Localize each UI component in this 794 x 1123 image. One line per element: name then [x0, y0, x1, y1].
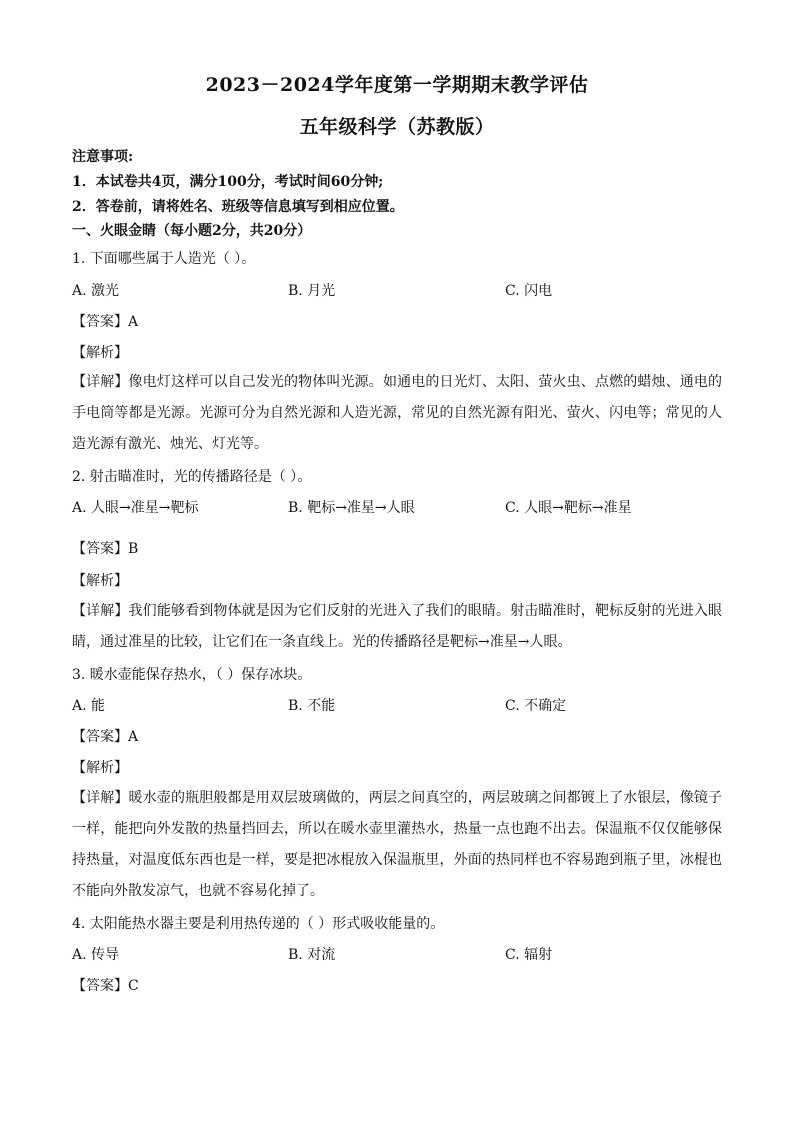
answer-line — [72, 727, 722, 747]
option-a: A. 激光 — [72, 283, 120, 299]
option-b: B. 不能 — [288, 698, 336, 714]
answer-value: B — [128, 541, 139, 557]
detail-text: 我们能够看到物体就是因为它们反射的光进入了我们的眼睛。射击瞄准时，靶标反射的光进入眼睛，通过准星的比较，让它们在一条直线上。光的传播路径是靶标→准星→人眼。 — [72, 603, 723, 650]
notice-item: 1．本试卷共4页，满分100分，考试时间60分钟; — [72, 174, 384, 190]
detail-label: 【详解】 — [72, 790, 129, 806]
detail-text: 暖水壶的瓶胆般都是用双层玻璃做的，两层之间真空的，两层玻璃之间都镀上了水银层，像镜子一样，能把向外发散的热量挡回去，所以在暖水壶里灌热水，热量一点也跑不出去。保温瓶不仅仅能够保持热量，对温度低东西也是一样，要是把冰棍放入保温瓶里，外面的热同样也不容易跑到瓶子里，冰棍也不能向外散发凉气，也就不容易化掉了。 — [72, 790, 723, 899]
answer-value: A — [128, 314, 139, 330]
notice-item: 2．答卷前，请将姓名、班级等信息填写到相应位置。 — [72, 199, 404, 215]
answer-line — [72, 539, 722, 559]
answer-line — [72, 976, 722, 996]
detail-paragraph — [72, 367, 722, 460]
option-a: A. 传导 — [72, 947, 120, 963]
answer-label: 【答案】 — [72, 729, 128, 745]
answer-label: 【答案】 — [72, 541, 128, 557]
detail-paragraph — [72, 783, 722, 907]
analysis-label: 【解析】 — [72, 345, 128, 361]
question-stem: 3. 暖水壶能保存热水，（ ）保存冰块。 — [72, 667, 312, 683]
page-subtitle: 五年级科学（苏教版） — [299, 116, 495, 138]
question-stem: 4. 太阳能热水器主要是利用热传递的（ ）形式吸收能量的。 — [72, 916, 445, 932]
page-title: 2023－2024学年度第一学期期末教学评估 — [205, 74, 589, 96]
question-stem: 2. 射击瞄准时，光的传播路径是（ ）。 — [72, 469, 312, 485]
analysis-label: 【解析】 — [72, 760, 128, 776]
option-a: A. 能 — [72, 698, 106, 714]
option-c: C. 不确定 — [505, 698, 567, 714]
option-a: A. 人眼→准星→靶标 — [72, 500, 199, 516]
notice-heading: 注意事项: — [72, 149, 134, 165]
option-c: C. 人眼→靶标→准星 — [505, 500, 632, 516]
detail-paragraph — [72, 596, 722, 658]
answer-value: C — [128, 978, 139, 994]
section-heading: 一、火眼金睛（每小题2分，共20分） — [72, 223, 312, 239]
option-b: B. 对流 — [288, 947, 336, 963]
answer-label: 【答案】 — [72, 314, 128, 330]
answer-label: 【答案】 — [72, 978, 128, 994]
detail-label: 【详解】 — [72, 603, 129, 619]
detail-label: 【详解】 — [72, 374, 129, 390]
answer-value: A — [128, 729, 139, 745]
option-c: C. 辐射 — [505, 947, 553, 963]
question-stem: 1. 下面哪些属于人造光（ ）。 — [72, 251, 256, 267]
option-b: B. 月光 — [288, 283, 336, 299]
option-c: C. 闪电 — [505, 283, 553, 299]
answer-line — [72, 312, 722, 332]
option-b: B. 靶标→准星→人眼 — [288, 500, 415, 516]
analysis-label: 【解析】 — [72, 573, 128, 589]
detail-text: 像电灯这样可以自己发光的物体叫光源。如通电的日光灯、太阳、萤火虫、点燃的蜡烛、通电的手电筒等都是光源。光源可分为自然光源和人造光源，常见的自然光源有阳光、萤火、闪电等；常见的人造光源有激光、烛光、灯光等。 — [72, 374, 723, 452]
